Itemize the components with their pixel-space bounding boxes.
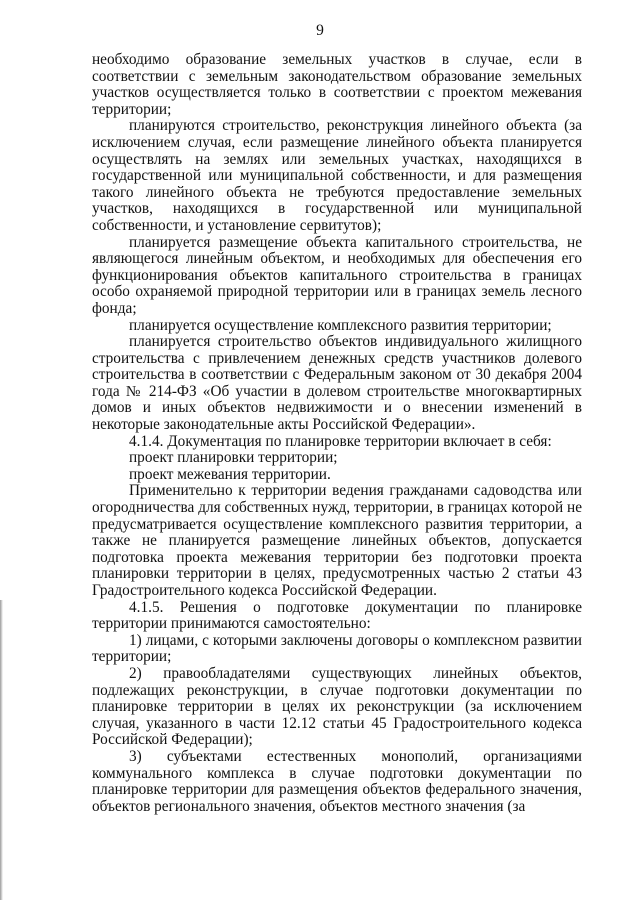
paragraph-individual-housing: планируется строительство объектов индивидуального жилищного строительства с привлечением денежных средств участников долевого строительства в соответствии с Федеральным законом от 30 декабря 2004 года № 214-ФЗ «Об участии в долевом строительстве многоквартирных домов и иных объектов недвижимости и о внесении изменений в некоторые законодательные акты Российской Федерации». — [92, 333, 582, 434]
list-item-2: 2) правообладателями существующих линейных объектов, подлежащих реконструкции, в случае подготовки документации по планировке территории в целях их реконструкции (за исключением случая, указанного в части 12.12 статьи 45 Градостроительного кодекса Российской Федерации); — [92, 664, 582, 749]
paragraph-section-4-1-5: 4.1.5. Решения о подготовке документации по планировке территории принимаются самостоятельно: — [92, 598, 582, 633]
scan-edge-shadow — [0, 600, 3, 900]
paragraph-gardening-territory: Применительно к территории ведения гражданами садоводства или огородничества для собственных нужд, территории, в границах которой не предусматривается осуществление комплексного развития территории, а также не планируется размещение линейных объектов, допускается подготовка проекта межевания территории без подготовки проекта планировки территории в целях, предусмотренных частью 2 статьи 43 Градостроительного кодекса Российской Федерации. — [92, 482, 582, 599]
list-item-3: 3) субъектами естественных монополий, организациями коммунального комплекса в случае подготовки документации по планировке территории для размещения объектов федерального значения, объектов регионального значения, объектов местного значения (за — [92, 747, 582, 815]
document-body — [92, 52, 582, 815]
paragraph-surveying-project: проект межевания территории. — [129, 465, 331, 483]
paragraph-capital-construction: планируется размещение объекта капитального строительства, не являющегося линейным объектом, и необходимых для обеспечения его функционирования объектов капитального строительства в границах особо охраняемой природной территории или в границах земель лесного фонда; — [92, 233, 582, 317]
paragraph-planning-project: проект планировки территории; — [129, 449, 338, 467]
paragraph-continuation: необходимо образование земельных участков в случае, если в соответствии с земельным законодательством образование земельных участков осуществляется только в соответствии с проектом межевания территории; — [92, 51, 582, 118]
paragraph-complex-development: планируется осуществление комплексного развития территории; — [129, 316, 552, 334]
page-number: 9 — [316, 22, 324, 39]
paragraph-section-4-1-4: 4.1.4. Документация по планировке территории включает в себя: — [129, 432, 552, 450]
list-item-1: 1) лицами, с которыми заключены договоры о комплексном развитии территории; — [92, 631, 582, 666]
paragraph-linear-object: планируются строительство, реконструкция линейного объекта (за исключением случая, если размещение линейного объекта планируется осуществлять на землях или земельных участках, находящихся в государственной или муниципальной собственности, и для размещения такого линейного объекта не требуются предоставление земельных участков, находящихся в государственной или муниципальной собственности, и установление сервитутов); — [92, 117, 582, 234]
